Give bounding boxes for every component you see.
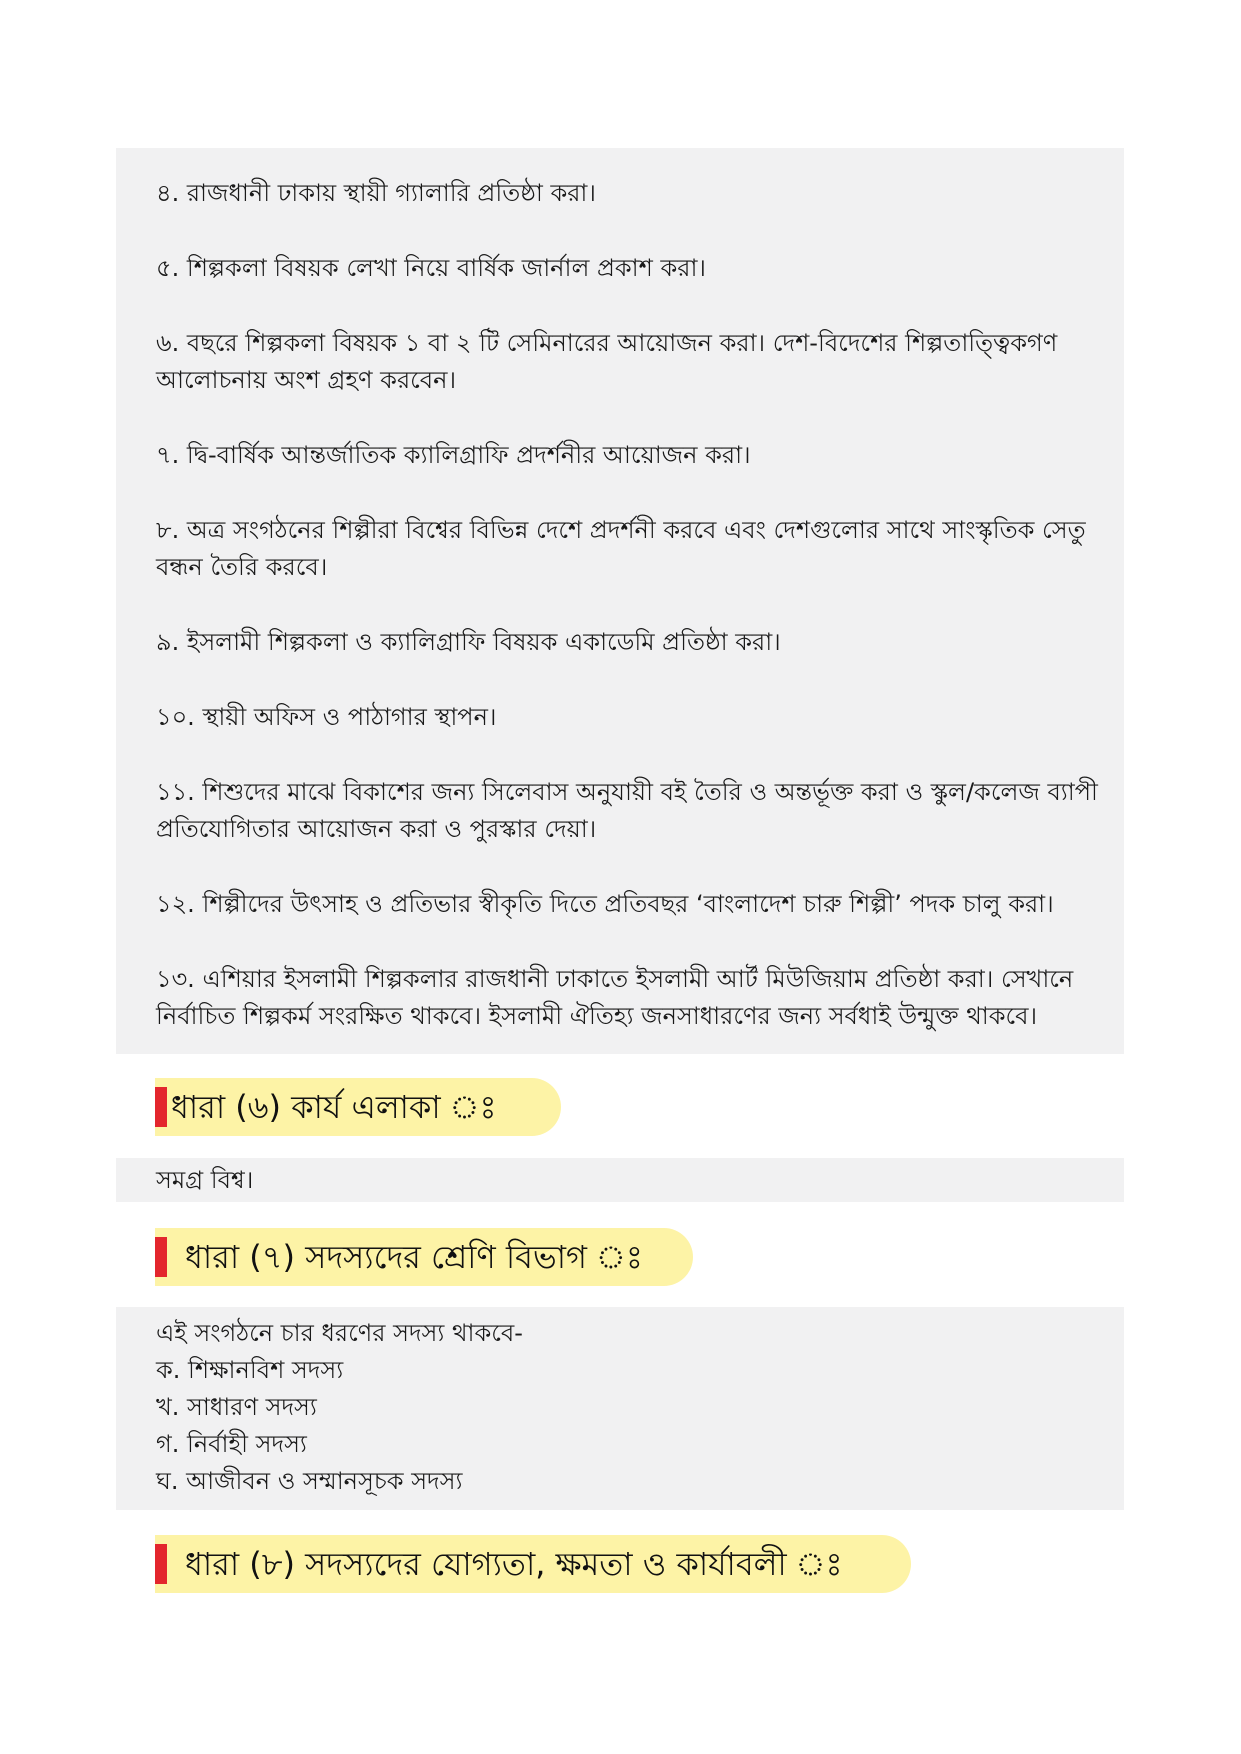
objective-item bbox=[156, 886, 1096, 923]
objective-text: রাজধানী ঢাকায় স্থায়ী গ্যালারি প্রতিষ্ঠা করা। bbox=[186, 179, 596, 207]
objective-number: ১৩. bbox=[156, 965, 195, 993]
objective-text: অত্র সংগঠনের শিল্পীরা বিশ্বের বিভিন্ন দেশে প্রদর্শনী করবে এবং দেশগুলোর সাথে সাংস্কৃতিক সেতু bbox=[186, 516, 1086, 544]
objective-item bbox=[156, 624, 1096, 661]
objective-number: ৯. bbox=[156, 628, 180, 656]
objective-item bbox=[156, 325, 1096, 399]
section-6-heading bbox=[155, 1078, 561, 1136]
heading-marker-bar bbox=[155, 1237, 167, 1277]
objective-item bbox=[156, 512, 1096, 586]
objective-text: শিল্পকলা বিষয়ক লেখা নিয়ে বার্ষিক জার্নাল প্রকাশ করা। bbox=[186, 254, 706, 282]
objective-number: ৪. bbox=[156, 179, 180, 207]
objective-text-continued: নির্বাচিত শিল্পকর্ম সংরক্ষিত থাকবে। ইসলামী ঐতিহ্য জনসাধারণের জন্য সর্বধাই উন্মুক্ত থাকবে। bbox=[156, 1002, 1038, 1030]
section-6-title: ধারা (৬) কার্য এলাকা ঃ bbox=[171, 1088, 497, 1126]
objective-text: শিশুদের মাঝে বিকাশের জন্য সিলেবাস অনুযায়ী বই তৈরি ও অন্তর্ভূক্ত করা ও স্কুল/কলেজ ব্যাপী bbox=[202, 778, 1098, 806]
section-7-title: ধারা (৭) সদস্যদের শ্রেণি বিভাগ ঃ bbox=[185, 1238, 643, 1276]
objectives-box bbox=[116, 148, 1124, 1054]
objective-item bbox=[156, 437, 1096, 474]
objective-text-continued: বন্ধন তৈরি করবে। bbox=[156, 553, 328, 581]
objective-number: ৭. bbox=[156, 441, 180, 469]
section-8-title: ধারা (৮) সদস্যদের যোগ্যতা, ক্ষমতা ও কার্যাবলী ঃ bbox=[185, 1545, 843, 1583]
objective-number: ১০. bbox=[156, 703, 195, 731]
member-category-item: গ. নির্বাহী সদস্য bbox=[156, 1430, 307, 1458]
member-category-item: ক. শিক্ষানবিশ সদস্য bbox=[156, 1356, 344, 1384]
member-category-item: ঘ. আজীবন ও সম্মানসূচক সদস্য bbox=[156, 1467, 463, 1495]
objective-item bbox=[156, 175, 1096, 212]
objective-text: এশিয়ার ইসলামী শিল্পকলার রাজধানী ঢাকাতে ইসলামী আর্ট মিউজিয়াম প্রতিষ্ঠা করা। সেখানে bbox=[202, 965, 1074, 993]
work-area-text: সমগ্র বিশ্ব। bbox=[156, 1166, 254, 1194]
objective-text: বছরে শিল্পকলা বিষয়ক ১ বা ২ টি সেমিনারের আয়োজন করা। দেশ-বিদেশের শিল্পতাত্ত্বিকগণ bbox=[186, 329, 1058, 357]
objective-text: শিল্পীদের উৎসাহ ও প্রতিভার স্বীকৃতি দিতে প্রতিবছর ‘বাংলাদেশ চারু শিল্পী’ পদক চালু করা। bbox=[202, 890, 1054, 918]
work-area-box bbox=[116, 1158, 1124, 1202]
member-category-item: খ. সাধারণ সদস্য bbox=[156, 1393, 317, 1421]
objective-text: ইসলামী শিল্পকলা ও ক্যালিগ্রাফি বিষয়ক একাডেমি প্রতিষ্ঠা করা। bbox=[186, 628, 781, 656]
objective-number: ১১. bbox=[156, 778, 195, 806]
section-7-heading bbox=[155, 1228, 693, 1286]
objective-number: ৬. bbox=[156, 329, 180, 357]
objective-text-continued: প্রতিযোগিতার আয়োজন করা ও পুরস্কার দেয়া। bbox=[156, 815, 597, 843]
objective-text-continued: আলোচনায় অংশ গ্রহণ করবেন। bbox=[156, 366, 457, 394]
objective-number: ৫. bbox=[156, 254, 180, 282]
objective-text: স্থায়ী অফিস ও পাঠাগার স্থাপন। bbox=[202, 703, 497, 731]
objective-item bbox=[156, 961, 1096, 1035]
objective-item bbox=[156, 774, 1096, 848]
objective-number: ৮. bbox=[156, 516, 180, 544]
heading-marker-bar bbox=[155, 1544, 167, 1584]
objective-text: দ্বি-বার্ষিক আন্তর্জাতিক ক্যালিগ্রাফি প্রদর্শনীর আয়োজন করা। bbox=[186, 441, 751, 469]
member-categories-intro: এই সংগঠনে চার ধরণের সদস্য থাকবে- bbox=[156, 1319, 523, 1347]
heading-marker-bar bbox=[155, 1087, 167, 1127]
section-8-heading bbox=[155, 1535, 911, 1593]
objective-item bbox=[156, 699, 1096, 736]
objective-item bbox=[156, 250, 1096, 287]
objective-number: ১২. bbox=[156, 890, 195, 918]
member-categories-box bbox=[116, 1307, 1124, 1510]
